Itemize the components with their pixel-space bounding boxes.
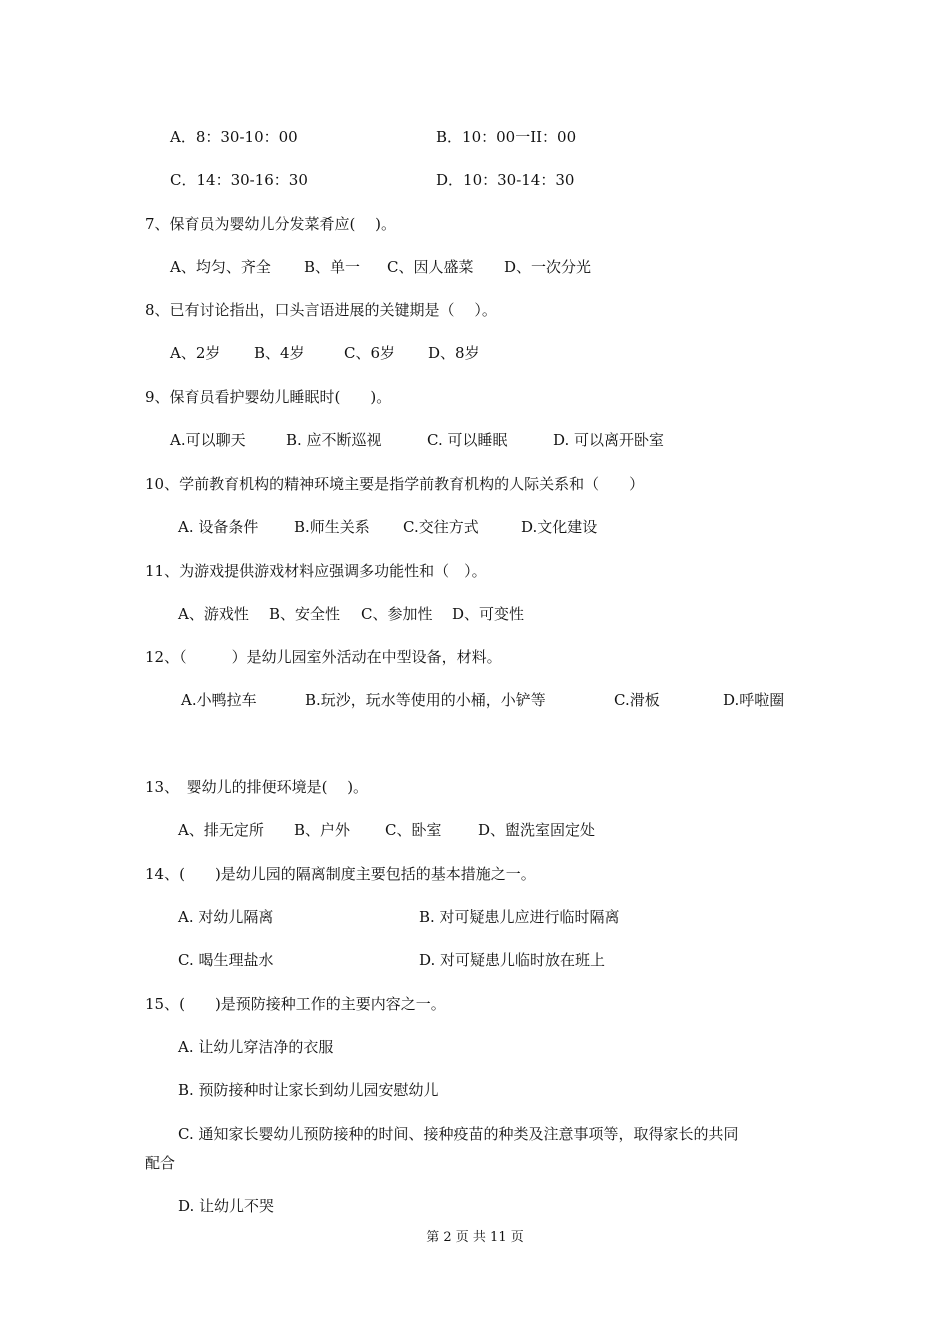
q9-option-d: D. 可以离开卧室 bbox=[553, 431, 665, 449]
q9-option-b: B. 应不断巡视 bbox=[286, 431, 382, 449]
q15-option-a: A. 让幼儿穿洁净的衣服 bbox=[178, 1038, 334, 1056]
q6-option-c: C．14：30-16：30 bbox=[170, 171, 308, 189]
q9-stem: 9、保育员看护婴幼儿睡眠时( )。 bbox=[145, 388, 392, 406]
page-number-footer: 第 2 页 共 11 页 bbox=[426, 1230, 524, 1245]
q13-option-c: C、卧室 bbox=[385, 821, 442, 839]
q15-stem: 15、( )是预防接种工作的主要内容之一。 bbox=[145, 995, 446, 1013]
q7-stem: 7、保育员为婴幼儿分发菜肴应( )。 bbox=[145, 215, 397, 233]
q7-option-b: B、单一 bbox=[304, 258, 361, 276]
q14-option-b: B. 对可疑患儿应进行临时隔离 bbox=[419, 908, 620, 926]
q8-option-d: D、8岁 bbox=[428, 344, 480, 362]
q8-stem: 8、已有讨论指出，口头言语进展的关键期是（ ）。 bbox=[145, 301, 497, 319]
q8-option-b: B、4岁 bbox=[254, 344, 305, 362]
q12-stem: 12、（ ）是幼儿园室外活动在中型设备，材料。 bbox=[145, 648, 502, 666]
q10-stem: 10、学前教育机构的精神环境主要是指学前教育机构的人际关系和（ ） bbox=[145, 475, 645, 493]
q8-option-a: A、2岁 bbox=[170, 344, 221, 362]
q11-stem: 11、为游戏提供游戏材料应强调多功能性和（ ）。 bbox=[145, 562, 487, 580]
q11-option-d: D、可变性 bbox=[452, 605, 525, 623]
q14-option-a: A. 对幼儿隔离 bbox=[178, 908, 274, 926]
q12-option-a: A.小鸭拉车 bbox=[181, 691, 257, 709]
q12-option-b: B.玩沙，玩水等使用的小桶，小铲等 bbox=[305, 691, 546, 709]
q13-option-d: D、盥洗室固定处 bbox=[478, 821, 596, 839]
q10-option-d: D.文化建设 bbox=[521, 518, 598, 536]
q6-option-a: A．8：30-10：00 bbox=[170, 128, 298, 146]
q9-option-a: A.可以聊天 bbox=[170, 431, 246, 449]
q6-option-b: B．10：00一II：00 bbox=[436, 128, 577, 146]
q14-stem: 14、( )是幼儿园的隔离制度主要包括的基本措施之一。 bbox=[145, 865, 536, 883]
q15-option-b: B. 预防接种时让家长到幼儿园安慰幼儿 bbox=[178, 1081, 439, 1099]
q10-option-a: A. 设备条件 bbox=[178, 518, 259, 536]
q15-option-c-continued: 配合 bbox=[145, 1154, 176, 1172]
q11-option-a: A、游戏性 bbox=[178, 605, 249, 623]
q13-option-b: B、户外 bbox=[294, 821, 351, 839]
q11-option-b: B、安全性 bbox=[269, 605, 341, 623]
q12-option-d: D.呼啦圈 bbox=[723, 691, 785, 709]
q7-option-d: D、一次分光 bbox=[504, 258, 592, 276]
q11-option-c: C、参加性 bbox=[361, 605, 433, 623]
q7-option-c: C、因人盛菜 bbox=[387, 258, 474, 276]
q8-option-c: C、6岁 bbox=[344, 344, 396, 362]
q15-option-d: D. 让幼儿不哭 bbox=[178, 1197, 275, 1215]
q13-option-a: A、排无定所 bbox=[178, 821, 264, 839]
q6-option-d: D．10：30-14：30 bbox=[436, 171, 575, 189]
q15-option-c: C. 通知家长婴幼儿预防接种的时间、接种疫苗的种类及注意事项等，取得家长的共同 bbox=[178, 1125, 739, 1143]
q13-stem: 13、 婴幼儿的排便环境是( )。 bbox=[145, 778, 369, 796]
q7-option-a: A、均匀、齐全 bbox=[170, 258, 271, 276]
q10-option-c: C.交往方式 bbox=[403, 518, 479, 536]
q14-option-c: C. 喝生理盐水 bbox=[178, 951, 274, 969]
q14-option-d: D. 对可疑患儿临时放在班上 bbox=[419, 951, 606, 969]
q12-option-c: C.滑板 bbox=[614, 691, 660, 709]
q9-option-c: C. 可以睡眠 bbox=[427, 431, 508, 449]
q10-option-b: B.师生关系 bbox=[294, 518, 370, 536]
